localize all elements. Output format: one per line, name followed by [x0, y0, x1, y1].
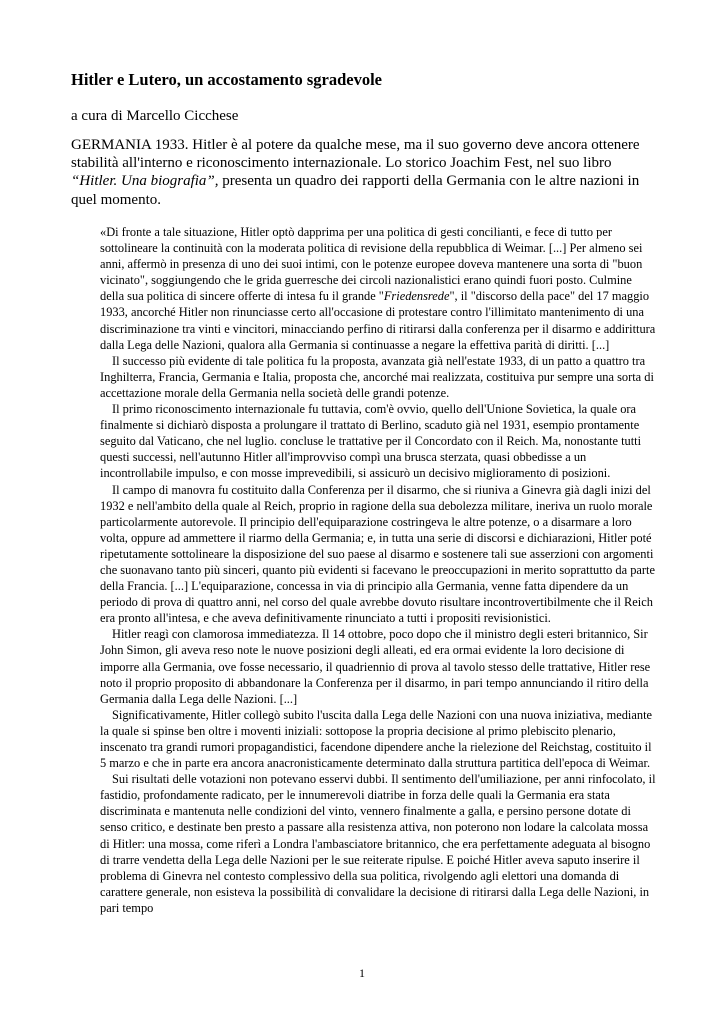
lead-text-end: presenta un quadro dei rapporti della Germania con le altre nazioni in quel momento. [71, 173, 640, 208]
quote-paragraph: Significativamente, Hitler collegò subito l'uscita dalla Lega delle Nazioni con una nuova iniziativa, mediante la quale si spinse ben oltre i moventi iniziali: sottopose la propria decisione al primo plebiscito plenario, inscenato tra grandi rumori propagandistici, facendone dipendere anche la rielezione del Reichstag, costituito il 5 marzo e che in parte era ancora anacronisticamente determinato dalla struttura partitica dell'epoca di Weimar. [100, 707, 653, 771]
quote-paragraph: Il primo riconoscimento internazionale fu tuttavia, com'è ovvio, quello dell'Unione Sovietica, la quale ora finalmente si dichiarò disposta a prolungare il trattato di Berlino, scaduto già nel 1931, esempio prontamente seguito dal Vaticano, che nel luglio. concluse le trattative per il Concordato con il Reich. Ma, nonostante tutti questi successi, nell'autunno Hitler all'improvviso compì una brusca sterzata, quasi obbedisse a un incontrollabile impulso, e con mosse imprevedibili, si assicurò un decisivo miglioramento di posizioni. [100, 402, 642, 481]
page-number: 1 [359, 966, 365, 980]
quote-paragraph: Il campo di manovra fu costituito dalla Conferenza per il disarmo, che si riuniva a Ginevra già dagli inizi del 1932 e nell'ambito della quale al Reich, proprio in ragione della sua debolezza militare, ineriva un ruolo morale particolarmente autorevole. Il principio dell'equiparazione costringeva le altre potenze, o a disarmare a loro volta, oppure ad ammettere il riarmo della Germania; e, in tutta una serie di discorsi e dichiarazioni, Hitler poté ripetutamente sottolineare la disposizione del suo paese al disarmo e sostenere tali sue asserzioni con argomenti che suonavano tanto più sinceri, quanto più evidenti si facevano le preoccupazioni in merito soprattutto da parte della Francia. [...] L'equiparazione, concessa in via di principio alla Germania, venne fatta dipendere da un periodo di prova di quattro anni, nel corso del quale avrebbe dovuto risultare incontrovertibilmente che il Reich era pronto all'intesa, e che aveva definitivamente rinunciato a tutti i propositi revisionistici. [100, 482, 655, 626]
quote-paragraph [100, 224, 657, 353]
document-title: Hitler e Lutero, un accostamento sgradevole [71, 70, 383, 89]
quote-emphasis: Friedensrede [383, 289, 450, 304]
block-quote [100, 224, 657, 916]
lead-text: GERMANIA 1933. Hitler è al potere da qualche mese, ma il suo governo deve ancora ottenere stabilità all'interno e riconoscimento internazionale. Lo storico Joachim Fest, nel suo libro [71, 137, 640, 172]
quote-paragraph: Il successo più evidente di tale politica fu la proposta, avanzata già nell'estate 1933, di un patto a quattro tra Inghilterra, Francia, Germania e Italia, proposta che, ancorché mai realizzata, costituiva pur sempre una sorta di accettazione morale della Germania nella società delle grandi potenze. [100, 353, 654, 400]
lead-paragraph [71, 136, 661, 209]
quote-paragraph: Sui risultati delle votazioni non potevano esservi dubbi. Il sentimento dell'umiliazione, per anni rinfocolato, il fastidio, profondamente radicato, per le innumerevoli diatribe in forza delle quali la Germania era stata discriminata e mantenuta nelle condizioni del vinto, vennero finalmente a galla, e persino persone dotate di senso critico, e destinate ben presto a passare alla resistenza attiva, non poterono non lodare la calcolata mossa di Hitler: una mossa, come riferì a Londra l'ambasciatore britannico, che era perfettamente adeguata al bisogno di trarre vendetta della Lega delle Nazioni per le sue reiterate ripulse. E poiché Hitler aveva saputo inserire il problema di Ginevra nel contesto complessivo della sua politica, rivolgendo agli elettori una domanda di carattere generale, non esisteva la possibilità di convalidare la decisione di ritirarsi dalla Lega delle Nazioni, in pari tempo [100, 772, 656, 915]
quote-text: «Di fronte a tale situazione, Hitler optò dapprima per una politica di gesti concilianti, e fece di tutto per sottolineare la continuità con la moderata politica di revisione della repubblica di Weimar. [...] Per almeno sei anni, affermò in presenza di uno dei suoi intimi, con le potenze europee doveva mantenere una sorta di "buon vicinato", soggiungendo che le grida guerresche dei circoli nazionalistici erano quindi fuori posto. Culmine della sua politica di sincere offerte di intesa fu il grande " [100, 225, 643, 304]
book-title: “Hitler. Una biografia”, [71, 173, 219, 190]
quote-text: ", il "discorso della pace" del 17 maggio 1933, ancorché Hitler non rinunciasse certo all'occasione di protestare contro l'illimitato mantenimento di una discriminazione tra vinti e vincitori, minacciando perfino di ritirarsi dalla conferenza per il disarmo e addirittura dalla Lega delle Nazioni, qualora alla Germania si continuasse a negare la effettiva parità di diritti. [...] [100, 289, 656, 352]
author-line: a cura di Marcello Cicchese [71, 108, 239, 124]
quote-paragraph: Hitler reagì con clamorosa immediatezza. Il 14 ottobre, poco dopo che il ministro degli esteri britannico, Sir John Simon, gli aveva reso note le nuove posizioni degli alleati, ed era ormai evidente la loro decisione di imporre alla Germania, ove fosse necessario, il quadriennio di prova al tavolo stesso delle trattative, Hitler rese noto il proprio proposito di abbandonare la Conferenza per il disarmo, in pari tempo annunciando il ritiro della Germania dalla Lega delle Nazioni. [...] [100, 627, 651, 706]
